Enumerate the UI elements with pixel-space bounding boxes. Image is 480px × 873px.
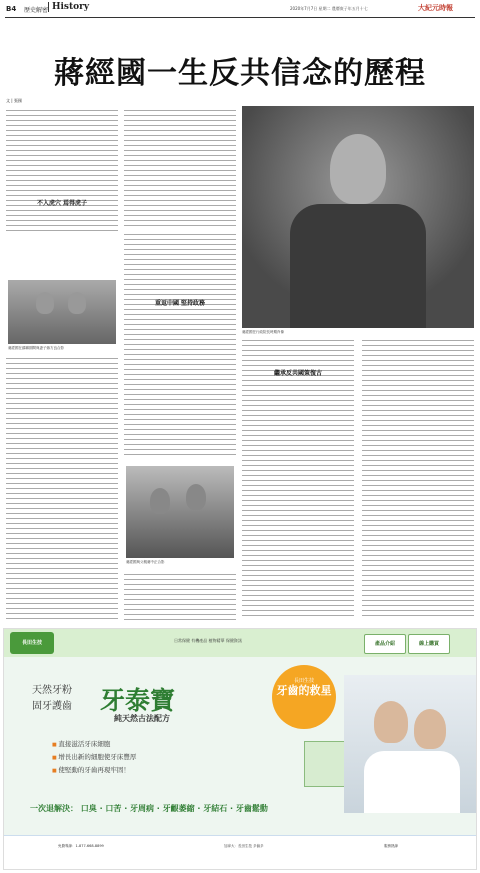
- issue-date: 2020年7月7日 星期二 農曆庚子年五月十七: [290, 6, 368, 11]
- ad-button-products[interactable]: 產品介紹: [364, 634, 406, 654]
- ad-badge: [272, 665, 336, 729]
- product-box-icon: [304, 741, 346, 787]
- ad-tagline: 純天然古法配方: [114, 713, 170, 723]
- column-name: History: [48, 2, 89, 12]
- text-column-1b: [6, 358, 118, 626]
- page-header: [0, 0, 480, 20]
- text-column-2c: [124, 574, 236, 624]
- ad-bullet-3: ■ 使堅動的牙齒再現牢固！: [52, 765, 130, 774]
- text-column-4: [362, 340, 474, 626]
- section-name: 歷史解密: [24, 7, 49, 14]
- ad-headline-1: 天然牙粉: [32, 685, 72, 696]
- caption-1: 蔣經國在蘇聯期間與妻子蔣方良合影: [8, 346, 64, 350]
- ad-top-bar: [4, 629, 476, 657]
- subhead-3: 繼承反共國策復古: [273, 370, 322, 377]
- ad-solution-label: 一次退解決：: [30, 804, 78, 813]
- subhead-2: 重返中國 堅持政務: [154, 300, 206, 307]
- caption-3: 蔣經國任行政院長時期肖像: [242, 330, 284, 334]
- ad-logo: 長田生技: [10, 632, 54, 654]
- text-column-2: [124, 110, 236, 230]
- ad-nav: 日常保健 有機產品 植物精華 保健資訊: [174, 638, 242, 643]
- caption-2: 蔣經國與父親蔣中正合影: [126, 560, 165, 564]
- ad-main: [4, 657, 476, 867]
- ad-photo-couple: [344, 675, 476, 813]
- subhead-1: 不入虎穴 焉得虎子: [36, 200, 88, 207]
- ad-solution: [30, 803, 268, 814]
- ad-footer-left: 免費專線：1-877-668-8899: [58, 844, 104, 848]
- ad-footer: [4, 835, 476, 868]
- ad-headline-2: 固牙護齒: [32, 701, 72, 712]
- ad-bullet-1: ■ 直接滋活牙床細胞: [52, 739, 110, 748]
- text-column-3: [242, 340, 354, 626]
- photo-father-son: [126, 466, 234, 558]
- photo-portrait: [242, 106, 474, 328]
- ad-badge-top: 長田生技: [293, 678, 314, 684]
- advertisement[interactable]: [3, 628, 477, 870]
- ad-footer-mid: 加拿大：長田生技 多倫多: [224, 844, 264, 848]
- page-number: B4: [6, 5, 17, 13]
- ad-badge-text: 牙齒的救星: [276, 684, 332, 697]
- ad-button-buy[interactable]: 線上購買: [408, 634, 450, 654]
- header-rule: [5, 17, 475, 18]
- article-title: 蔣經國一生反共信念的歷程: [54, 56, 426, 91]
- ad-footer-right: 服務熱線: [384, 844, 398, 848]
- ad-solution-items: 口臭 · 口苦 · 牙周病 · 牙齦萎縮 · 牙結石 · 牙齒鬆動: [80, 804, 268, 813]
- newspaper-brand: 大紀元時報: [418, 3, 453, 12]
- ad-bullet-2: ■ 增長出新的細胞使牙床豐厚: [52, 752, 136, 761]
- ad-brand-name: 牙泰寶: [100, 686, 176, 715]
- photo-couple: [8, 280, 116, 344]
- text-column-1: [6, 110, 118, 278]
- text-column-2b: [124, 234, 236, 462]
- byline: 文 | 張國: [6, 98, 22, 103]
